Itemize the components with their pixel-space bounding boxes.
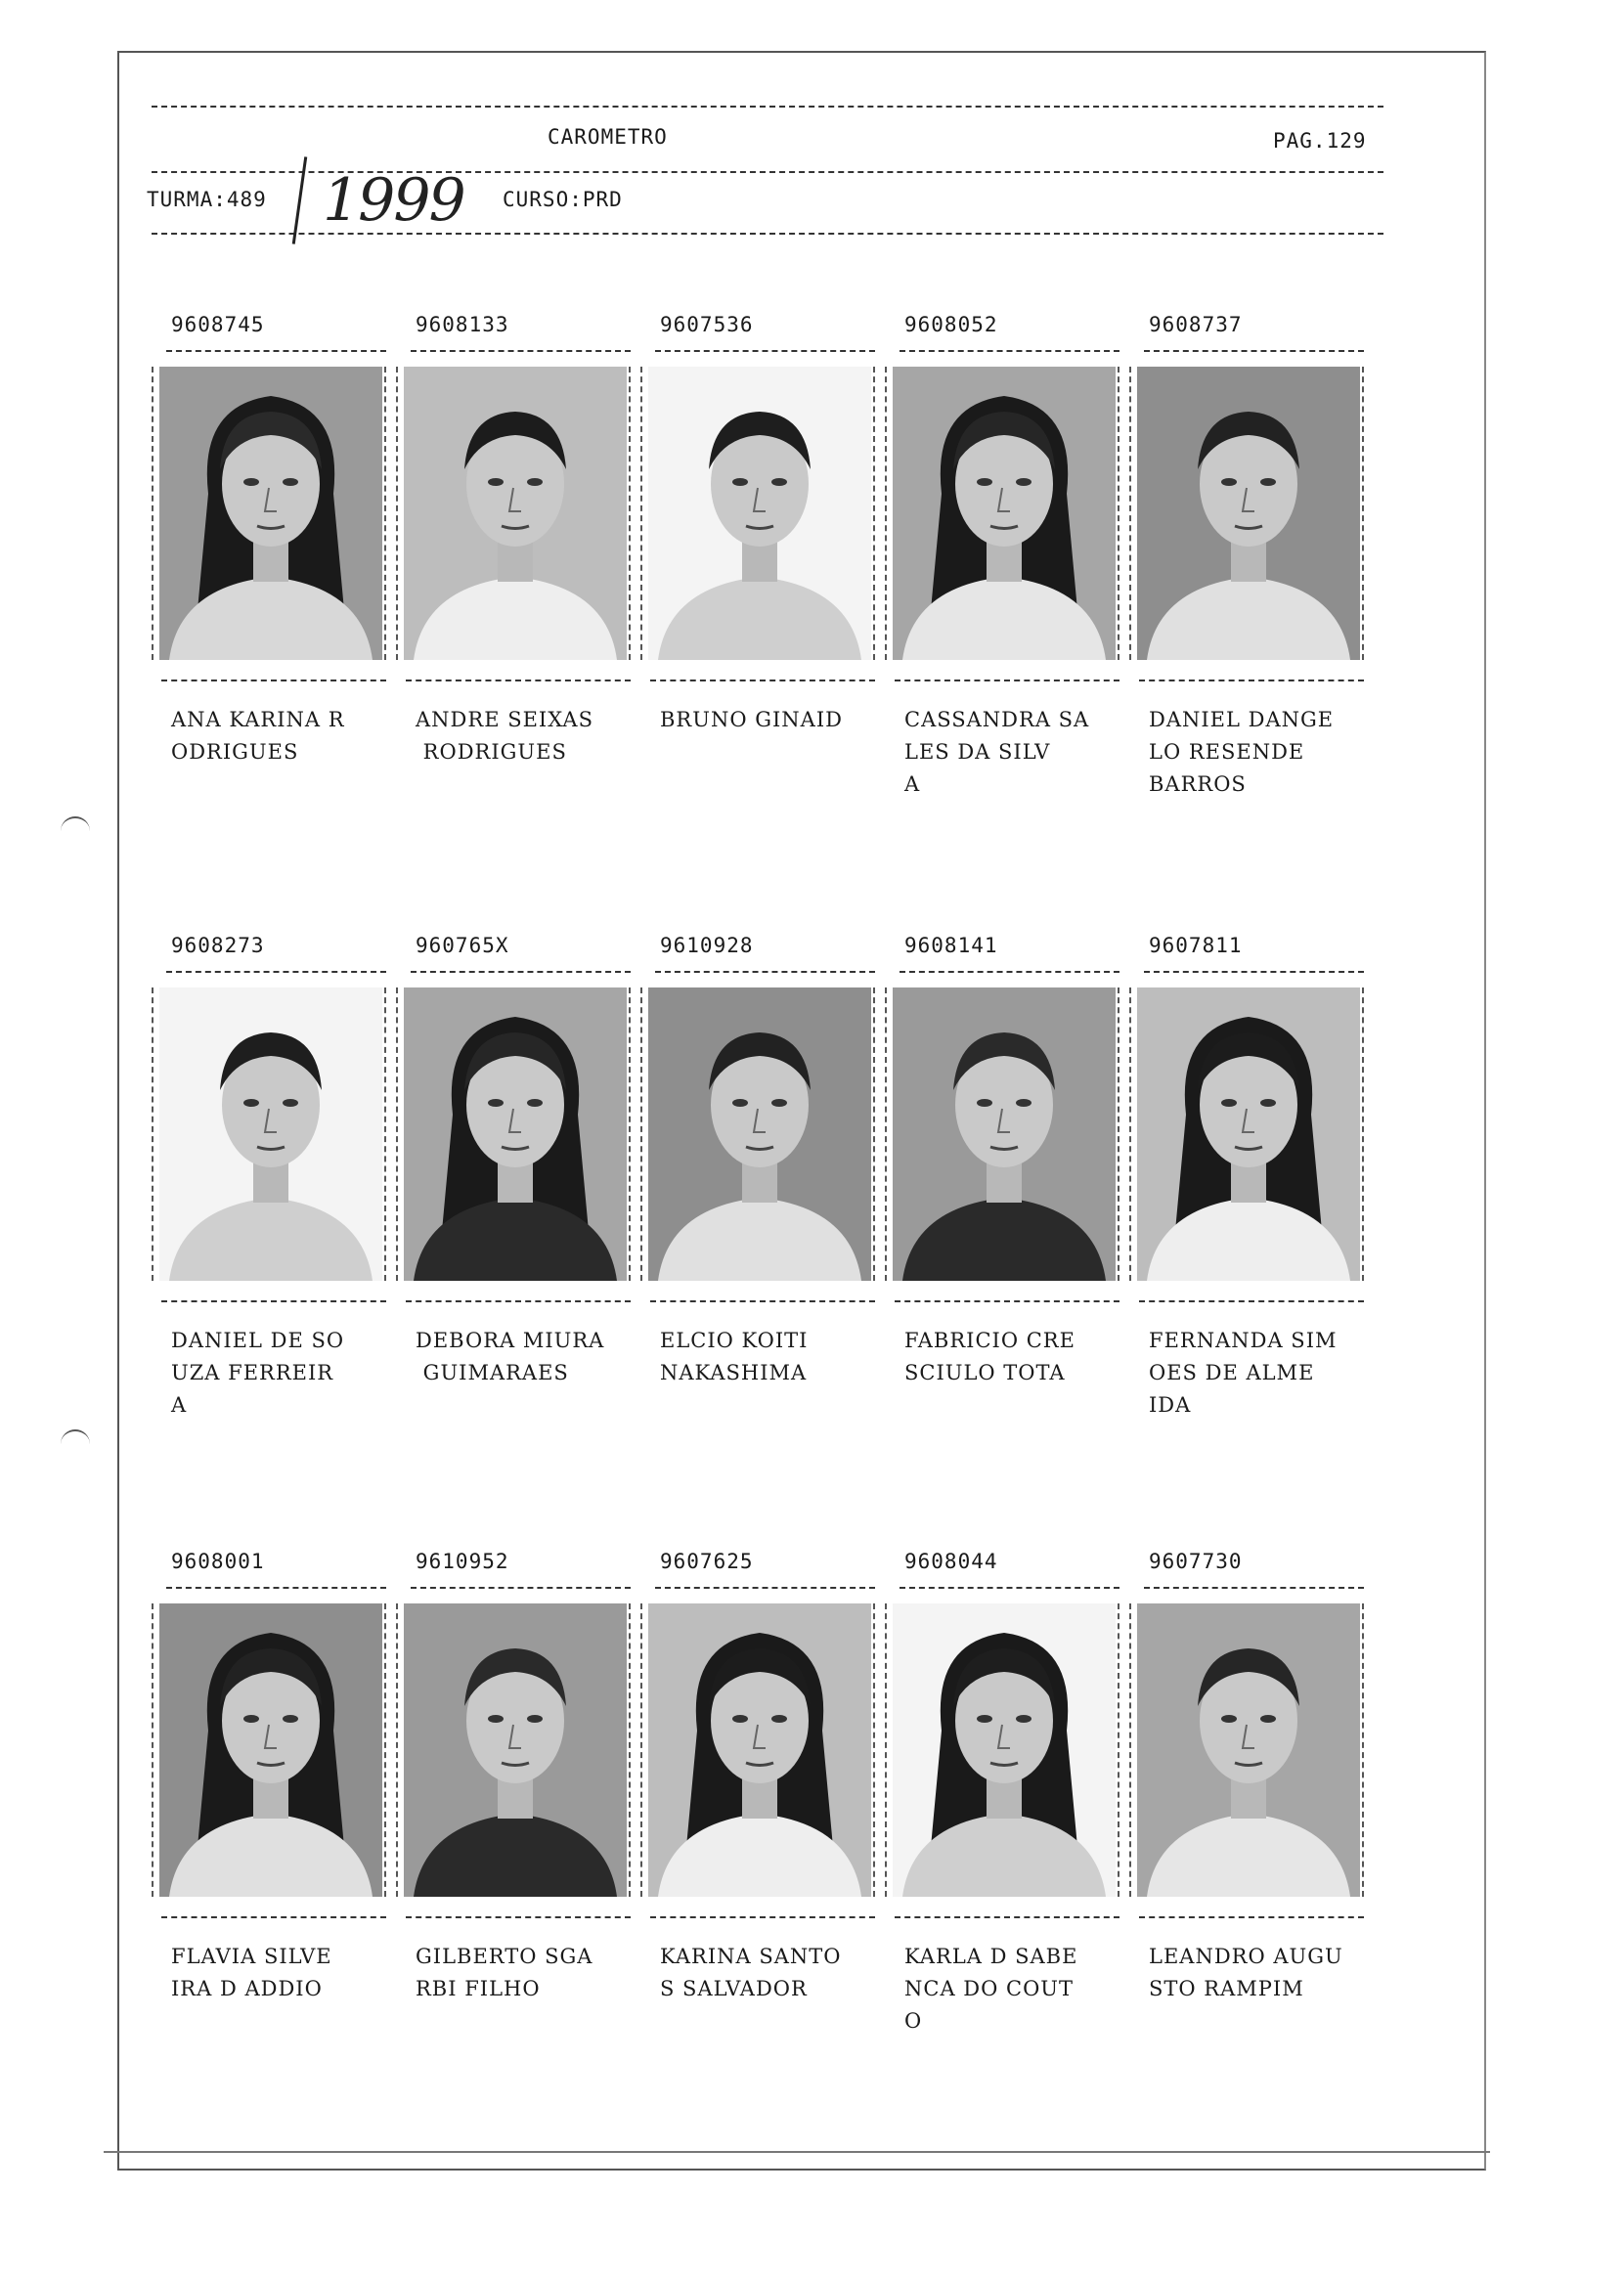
student-id: 9608044 xyxy=(904,1550,998,1573)
portrait-image xyxy=(893,987,1116,1281)
photo-frame xyxy=(396,987,631,1281)
photo-frame xyxy=(640,367,875,660)
document-title: CAROMETRO xyxy=(548,125,668,149)
student-photo xyxy=(404,987,627,1281)
student-name-line: UZA FERREIR xyxy=(171,1361,334,1384)
student-name-line: KARINA SANTO xyxy=(660,1945,842,1968)
id-rule xyxy=(166,1587,386,1589)
student-id: 9608745 xyxy=(171,313,265,336)
id-rule xyxy=(411,350,631,352)
student-name xyxy=(171,1941,386,2005)
student-name xyxy=(171,1325,386,1422)
student-id: 9608001 xyxy=(171,1550,265,1573)
student-id: 9608273 xyxy=(171,934,265,957)
portrait-image xyxy=(893,1603,1116,1897)
student-name-line: ODRIGUES xyxy=(171,740,299,764)
portrait-image xyxy=(1137,987,1360,1281)
bottom-rule xyxy=(104,2151,1490,2153)
student-name-line: NAKASHIMA xyxy=(660,1361,808,1384)
name-rule xyxy=(895,1300,1119,1302)
student-name-line: IRA D ADDIO xyxy=(171,1977,323,2000)
portrait-image xyxy=(1137,367,1360,660)
student-name xyxy=(904,1325,1119,1389)
student-name xyxy=(1149,1941,1364,2005)
student-photo xyxy=(1137,987,1360,1281)
student-photo xyxy=(1137,367,1360,660)
binder-hole-mark xyxy=(61,1429,90,1451)
student-name-line: BARROS xyxy=(1149,772,1247,796)
student-name-line: ANA KARINA R xyxy=(171,708,345,731)
student-name-line: GUIMARAES xyxy=(416,1361,569,1384)
student-name-line: FLAVIA SILVE xyxy=(171,1945,332,1968)
photo-frame xyxy=(396,367,631,660)
id-rule xyxy=(655,350,875,352)
name-rule xyxy=(1139,1916,1364,1918)
student-photo xyxy=(648,987,871,1281)
page-number: PAG.129 xyxy=(1273,129,1367,153)
student-name-line: NCA DO COUT xyxy=(904,1977,1075,2000)
id-rule xyxy=(655,1587,875,1589)
photo-frame xyxy=(640,987,875,1281)
student-photo xyxy=(159,987,382,1281)
student-id: 9608141 xyxy=(904,934,998,957)
photo-frame xyxy=(885,1603,1119,1897)
name-rule xyxy=(406,680,631,681)
student-name xyxy=(416,1941,631,2005)
student-name xyxy=(660,1941,875,2005)
id-rule xyxy=(166,971,386,973)
student-name xyxy=(1149,704,1364,801)
student-name xyxy=(416,704,631,768)
student-name-line: ANDRE SEIXAS xyxy=(416,708,593,731)
photo-frame xyxy=(1129,987,1364,1281)
portrait-image xyxy=(404,367,627,660)
photo-frame xyxy=(152,367,386,660)
name-rule xyxy=(650,680,875,681)
name-rule xyxy=(161,680,386,681)
portrait-image xyxy=(404,987,627,1281)
id-rule xyxy=(1144,971,1364,973)
name-rule xyxy=(161,1300,386,1302)
student-photo xyxy=(648,367,871,660)
photo-frame xyxy=(152,1603,386,1897)
portrait-image xyxy=(1137,1603,1360,1897)
student-photo xyxy=(648,1603,871,1897)
student-name-line: A xyxy=(904,772,921,796)
student-name-line: CASSANDRA SA xyxy=(904,708,1090,731)
name-rule xyxy=(1139,680,1364,681)
name-rule xyxy=(650,1300,875,1302)
name-rule xyxy=(895,680,1119,681)
id-rule xyxy=(411,971,631,973)
student-name-line: A xyxy=(171,1393,188,1417)
portrait-image xyxy=(648,367,871,660)
student-id: 9607730 xyxy=(1149,1550,1243,1573)
student-id: 9607625 xyxy=(660,1550,754,1573)
student-photo xyxy=(893,1603,1116,1897)
id-rule xyxy=(900,971,1119,973)
photo-frame xyxy=(640,1603,875,1897)
portrait-image xyxy=(404,1603,627,1897)
student-photo xyxy=(404,1603,627,1897)
student-name xyxy=(171,704,386,768)
header-rule-top xyxy=(152,106,1383,108)
photo-frame xyxy=(1129,1603,1364,1897)
student-name-line: RBI FILHO xyxy=(416,1977,541,2000)
student-name xyxy=(904,704,1119,801)
student-name-line: FERNANDA SIM xyxy=(1149,1329,1338,1352)
id-rule xyxy=(900,1587,1119,1589)
photo-frame xyxy=(152,987,386,1281)
student-name-line: O xyxy=(904,2009,923,2033)
portrait-image xyxy=(159,987,382,1281)
student-name-line: DEBORA MIURA xyxy=(416,1329,605,1352)
student-name-line: RODRIGUES xyxy=(416,740,567,764)
student-id: 9610928 xyxy=(660,934,754,957)
student-name-line: LES DA SILV xyxy=(904,740,1051,764)
photo-frame xyxy=(885,987,1119,1281)
student-name-line: S SALVADOR xyxy=(660,1977,808,2000)
name-rule xyxy=(406,1916,631,1918)
id-rule xyxy=(166,350,386,352)
name-rule xyxy=(406,1300,631,1302)
id-rule xyxy=(1144,350,1364,352)
student-photo xyxy=(159,1603,382,1897)
photo-frame xyxy=(885,367,1119,660)
id-rule xyxy=(411,1587,631,1589)
student-id: 9607811 xyxy=(1149,934,1243,957)
student-name-line: LO RESENDE xyxy=(1149,740,1305,764)
photo-frame xyxy=(396,1603,631,1897)
student-id: 9608133 xyxy=(416,313,509,336)
portrait-image xyxy=(648,987,871,1281)
portrait-image xyxy=(159,367,382,660)
student-name-line: ELCIO KOITI xyxy=(660,1329,809,1352)
handwritten-year: 1999 xyxy=(323,166,464,235)
student-name-line: DANIEL DANGE xyxy=(1149,708,1335,731)
student-id: 9608052 xyxy=(904,313,998,336)
student-name-line: KARLA D SABE xyxy=(904,1945,1078,1968)
portrait-image xyxy=(648,1603,871,1897)
name-rule xyxy=(161,1916,386,1918)
student-name xyxy=(416,1325,631,1389)
student-name-line: IDA xyxy=(1149,1393,1192,1417)
student-photo xyxy=(159,367,382,660)
student-name-line: DANIEL DE SO xyxy=(171,1329,345,1352)
student-photo xyxy=(1137,1603,1360,1897)
photo-frame xyxy=(1129,367,1364,660)
student-name-line: FABRICIO CRE xyxy=(904,1329,1075,1352)
class-label: TURMA:489 xyxy=(147,188,267,211)
student-id: 9610952 xyxy=(416,1550,509,1573)
student-photo xyxy=(893,987,1116,1281)
student-name-line: BRUNO GINAID xyxy=(660,708,843,731)
student-id: 9607536 xyxy=(660,313,754,336)
portrait-image xyxy=(159,1603,382,1897)
student-name xyxy=(904,1941,1119,2038)
student-name xyxy=(1149,1325,1364,1422)
name-rule xyxy=(650,1916,875,1918)
student-name xyxy=(660,1325,875,1389)
student-name-line: STO RAMPIM xyxy=(1149,1977,1304,2000)
student-photo xyxy=(893,367,1116,660)
id-rule xyxy=(655,971,875,973)
student-id: 960765X xyxy=(416,934,509,957)
id-rule xyxy=(900,350,1119,352)
id-rule xyxy=(1144,1587,1364,1589)
student-name-line: OES DE ALME xyxy=(1149,1361,1315,1384)
student-photo xyxy=(404,367,627,660)
course-label: CURSO:PRD xyxy=(503,188,623,211)
student-name-line: SCIULO TOTA xyxy=(904,1361,1066,1384)
student-name xyxy=(660,704,875,736)
student-name-line: GILBERTO SGA xyxy=(416,1945,593,1968)
name-rule xyxy=(1139,1300,1364,1302)
binder-hole-mark xyxy=(61,816,90,838)
name-rule xyxy=(895,1916,1119,1918)
portrait-image xyxy=(893,367,1116,660)
student-name-line: LEANDRO AUGU xyxy=(1149,1945,1343,1968)
student-id: 9608737 xyxy=(1149,313,1243,336)
